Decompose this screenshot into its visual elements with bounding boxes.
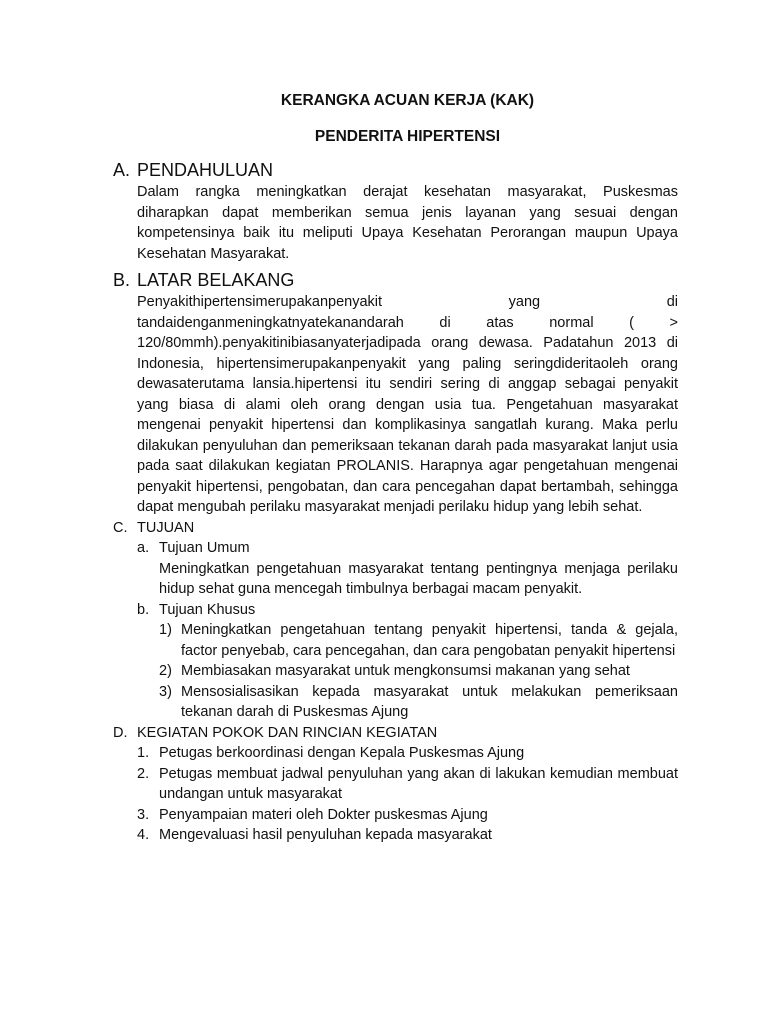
section-b-label: B.: [113, 270, 131, 290]
section-c-heading: [113, 518, 678, 539]
list-item-text: Membiasakan masyarakat untuk mengkonsumsi makanan yang sehat: [181, 663, 630, 679]
tujuan-umum-heading: [137, 538, 678, 559]
list-item: [159, 661, 678, 682]
list-item: [137, 743, 678, 764]
list-item: [137, 825, 678, 846]
list-item-text: Penyampaian materi oleh Dokter puskesmas Ajung: [159, 806, 488, 823]
tujuan-khusus-label: b.: [137, 601, 150, 618]
list-item-text: Mengevaluasi hasil penyuluhan kepada masyarakat: [159, 827, 492, 843]
list-item-number: 1.: [137, 745, 150, 761]
list-item-number: 2.: [137, 765, 150, 782]
tujuan-khusus-heading: [137, 600, 678, 621]
list-item: [159, 620, 678, 661]
tujuan-umum-label: a.: [137, 540, 150, 556]
list-item: [159, 682, 678, 723]
section-a-heading: [113, 158, 678, 182]
list-item-number: 3.: [137, 806, 150, 823]
list-item-text: Petugas berkoordinasi dengan Kepala Puskesmas Ajung: [159, 745, 525, 761]
list-item-number: 4.: [137, 827, 150, 843]
section-d-heading: [113, 723, 678, 744]
tujuan-khusus-title: Tujuan Khusus: [159, 601, 256, 618]
section-d-title: KEGIATAN POKOK DAN RINCIAN KEGIATAN: [137, 724, 438, 741]
document-title: KERANGKA ACUAN KERJA (KAK): [280, 92, 535, 109]
section-a-body: Dalam rangka meningkatkan derajat kesehatan masyarakat, Puskesmas diharapkan dapat memberikan semua jenis layanan yang sesuai dengan kompetensinya baik itu meliputi Upaya Kesehatan Perorangan maupun Upaya Kesehatan Masyarakat.: [137, 184, 678, 262]
list-item-text: Petugas membuat jadwal penyuluhan yang akan di lakukan kemudian membuat undangan untuk masyarakat: [159, 765, 678, 802]
list-item-number: 1): [159, 622, 172, 638]
list-item: [137, 764, 678, 805]
list-item-number: 3): [159, 683, 172, 700]
section-a-title: PENDAHULUAN: [137, 160, 274, 180]
section-c-label: C.: [113, 519, 128, 536]
section-b-heading: [113, 268, 678, 292]
list-item-text: Meningkatkan pengetahuan tentang penyakit hipertensi, tanda & gejala, factor penyebab, cara pencegahan, dan cara pengobatan penyakit hipertensi: [181, 622, 678, 659]
section-a-label: A.: [113, 160, 131, 180]
list-item-number: 2): [159, 663, 172, 679]
tujuan-umum-body: Meningkatkan pengetahuan masyarakat tentang pentingnya menjaga perilaku hidup sehat guna mencegah timbulnya berbagai macam penyakit.: [159, 560, 678, 597]
section-c-title: TUJUAN: [137, 519, 195, 536]
section-b-body: Penyakithipertensimerupakanpenyakit yang di tandaidenganmeningkatnyatekanandarah di atas normal ( > 120/80mmh).penyakitinibiasanyaterjadipada orang dewasa. Padatahun 2013 di Indonesia, hipertensimerupakanpenyakit yang paling seringdideritaoleh orang dewasaterutama lansia.hipertensi itu sendiri sering di anggap sebagai penyakit yang biasa di alami oleh orang dengan usia tua. Pengetahuan masyarakat mengenai penyakit hipertensi dan komplikasinya sangatlah kurang. Maka perlu dilakukan penyuluhan dan pemeriksaan tekanan darah pada masyarakat lanjut usia pada saat dilakukan kegiatan PROLANIS. Harapnya agar pengetahuan mengenai penyakit hipertensi, pengobatan, dan cara pencegahan dapat bertambah, sehingga dapat mengubah perilaku masyarakat menjadi perilaku hidup yang lebih sehat.: [137, 294, 678, 515]
document-subtitle: PENDERITA HIPERTENSI: [314, 128, 501, 145]
section-d-label: D.: [113, 724, 128, 741]
list-item-text: Mensosialisasikan kepada masyarakat untuk melakukan pemeriksaan tekanan darah di Puskesmas Ajung: [181, 683, 678, 720]
section-b-title: LATAR BELAKANG: [137, 270, 295, 290]
list-item: [137, 805, 678, 826]
tujuan-umum-title: Tujuan Umum: [159, 540, 250, 556]
